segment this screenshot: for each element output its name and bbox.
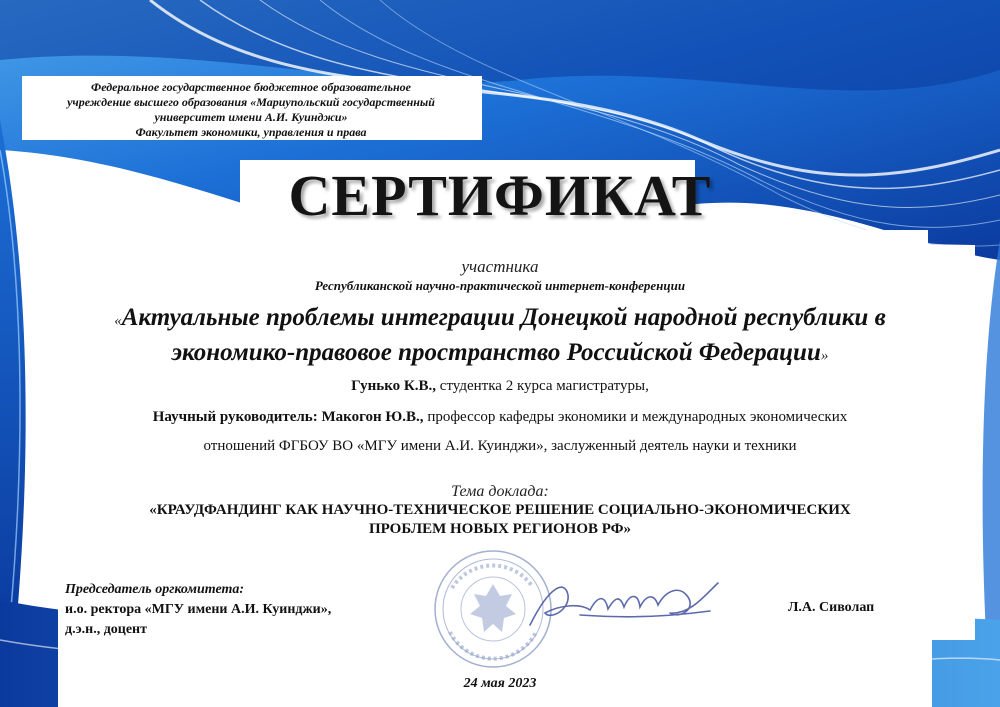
supervisor-desc-line2: отношений ФГБОУ ВО «МГУ имени А.И. Куинджи», заслуженный деятель науки и техники <box>203 438 797 454</box>
topic-line2: ПРОБЛЕМ НОВЫХ РЕГИОНОВ РФ» <box>368 521 632 537</box>
supervisor-label: Научный руководитель: Макогон Ю.В., <box>152 409 424 425</box>
topic-line1: «КРАУДФАНДИНГ КАК НАУЧНО-ТЕХНИЧЕСКОЕ РЕШЕНИЕ СОЦИАЛЬНО-ЭКОНОМИЧЕСКИХ <box>149 502 851 518</box>
close-quote: » <box>820 348 829 364</box>
handwritten-signature <box>520 575 725 635</box>
participant-name: Гунько К.В., <box>351 378 437 394</box>
institution-line: учреждение высшего образования «Мариупольский государственный <box>67 95 435 109</box>
issue-date: 24 мая 2023 <box>463 676 537 691</box>
signer-name: Л.А. Сиволап <box>788 600 875 615</box>
topic-label: Тема доклада: <box>451 483 549 500</box>
chair-block <box>65 580 331 640</box>
supervisor-desc-line1: профессор кафедры экономики и международных экономических <box>423 409 848 425</box>
institution-line: университет имени А.И. Куинджи» <box>154 110 348 124</box>
participant-status: студентка 2 курса магистратуры, <box>436 378 649 394</box>
conference-title-line1: Актуальные проблемы интеграции Донецкой народной республики в <box>121 304 886 331</box>
conference-title <box>0 302 1000 372</box>
open-quote: « <box>114 313 122 329</box>
participant-label: участника <box>461 257 539 276</box>
supervisor-info <box>0 409 1000 426</box>
topic-title <box>0 501 1000 539</box>
participant-info <box>0 378 1000 395</box>
chair-degree: д.э.н., доцент <box>65 622 148 637</box>
chair-title: Председатель оргкомитета: <box>65 582 245 597</box>
conference-title-line2: экономико-правовое пространство Российской Федерации <box>171 339 821 366</box>
chair-position: и.о. ректора «МГУ имени А.И. Куинджи», <box>65 602 332 617</box>
institution-name <box>22 80 480 140</box>
faculty-line: Факультет экономики, управления и права <box>135 125 367 139</box>
conference-type: Республиканской научно-практической интернет-конференции <box>314 278 686 293</box>
institution-line: Федеральное государственное бюджетное образовательное <box>91 80 411 94</box>
certificate-title: СЕРТИФИКАТ <box>288 163 712 228</box>
